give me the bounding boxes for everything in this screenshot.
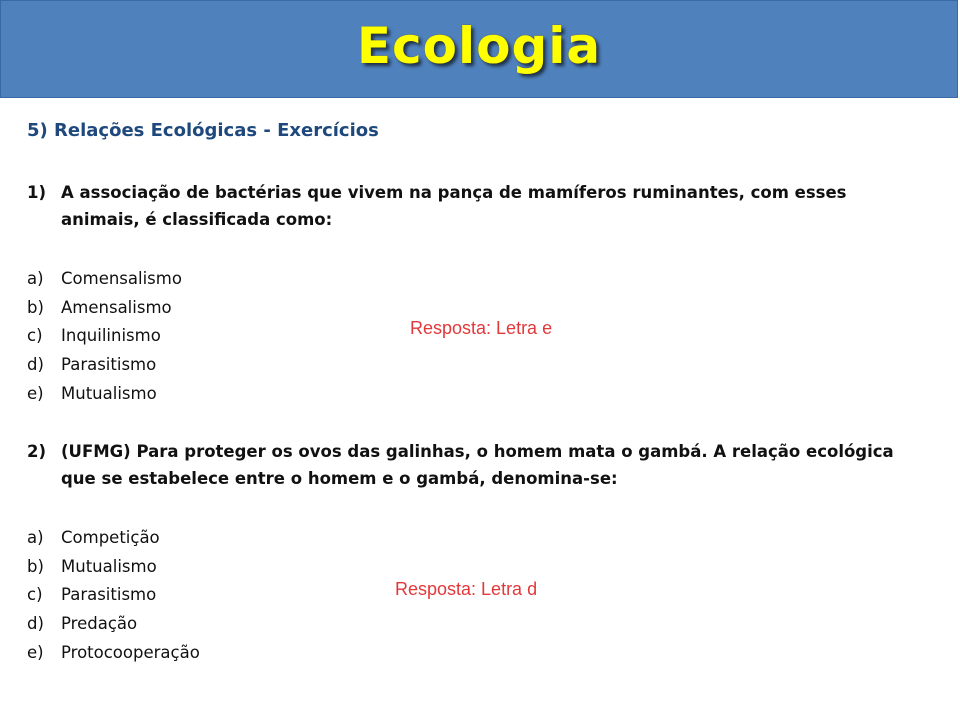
question-text: (UFMG) Para proteger os ovos das galinhas, o homem mata o gambá. A relação ecológica que se estabelece entre o homem e o gambá, denomina-se: [61, 442, 894, 488]
option-d [27, 351, 182, 380]
option-letter: a) [27, 269, 44, 288]
option-e [27, 639, 200, 668]
question-text: A associação de bactérias que vivem na pança de mamíferos ruminantes, com esses animais, é classificada como: [61, 183, 847, 229]
option-letter: c) [27, 326, 43, 346]
option-text: Predação [61, 614, 138, 634]
option-letter: e) [27, 383, 44, 403]
option-b [27, 294, 182, 323]
option-text: Inquilinismo [61, 326, 161, 346]
question-2-options [27, 524, 200, 667]
option-letter: e) [27, 642, 44, 662]
answer-2: Resposta: Letra d [395, 579, 538, 599]
option-letter: b) [27, 297, 44, 317]
answer-1: Resposta: Letra e [410, 318, 553, 338]
option-text: Parasitismo [61, 585, 157, 605]
option-a [27, 524, 200, 553]
option-text: Amensalismo [61, 297, 172, 317]
option-letter: d) [27, 614, 44, 634]
option-text: Competição [61, 528, 160, 547]
option-letter: d) [27, 355, 44, 375]
question-number: 2) [27, 442, 47, 461]
option-text: Mutualismo [61, 556, 157, 576]
question-1-options [27, 265, 182, 408]
option-d [27, 610, 200, 639]
option-letter: c) [27, 585, 43, 605]
option-a [27, 265, 182, 294]
option-c [27, 322, 182, 351]
question-2 [27, 438, 907, 492]
option-c [27, 581, 200, 610]
option-letter: a) [27, 528, 44, 547]
option-b [27, 553, 200, 582]
option-letter: b) [27, 556, 44, 576]
slide-title: Ecologia [356, 17, 602, 75]
question-number: 1) [27, 183, 47, 202]
option-text: Parasitismo [61, 355, 157, 375]
option-text: Protocooperação [61, 642, 200, 662]
option-e [27, 380, 182, 409]
title-banner [0, 0, 958, 98]
section-title: 5) Relações Ecológicas - Exercícios [27, 120, 379, 141]
question-1 [27, 179, 907, 233]
option-text: Mutualismo [61, 383, 157, 403]
option-text: Comensalismo [61, 269, 182, 288]
